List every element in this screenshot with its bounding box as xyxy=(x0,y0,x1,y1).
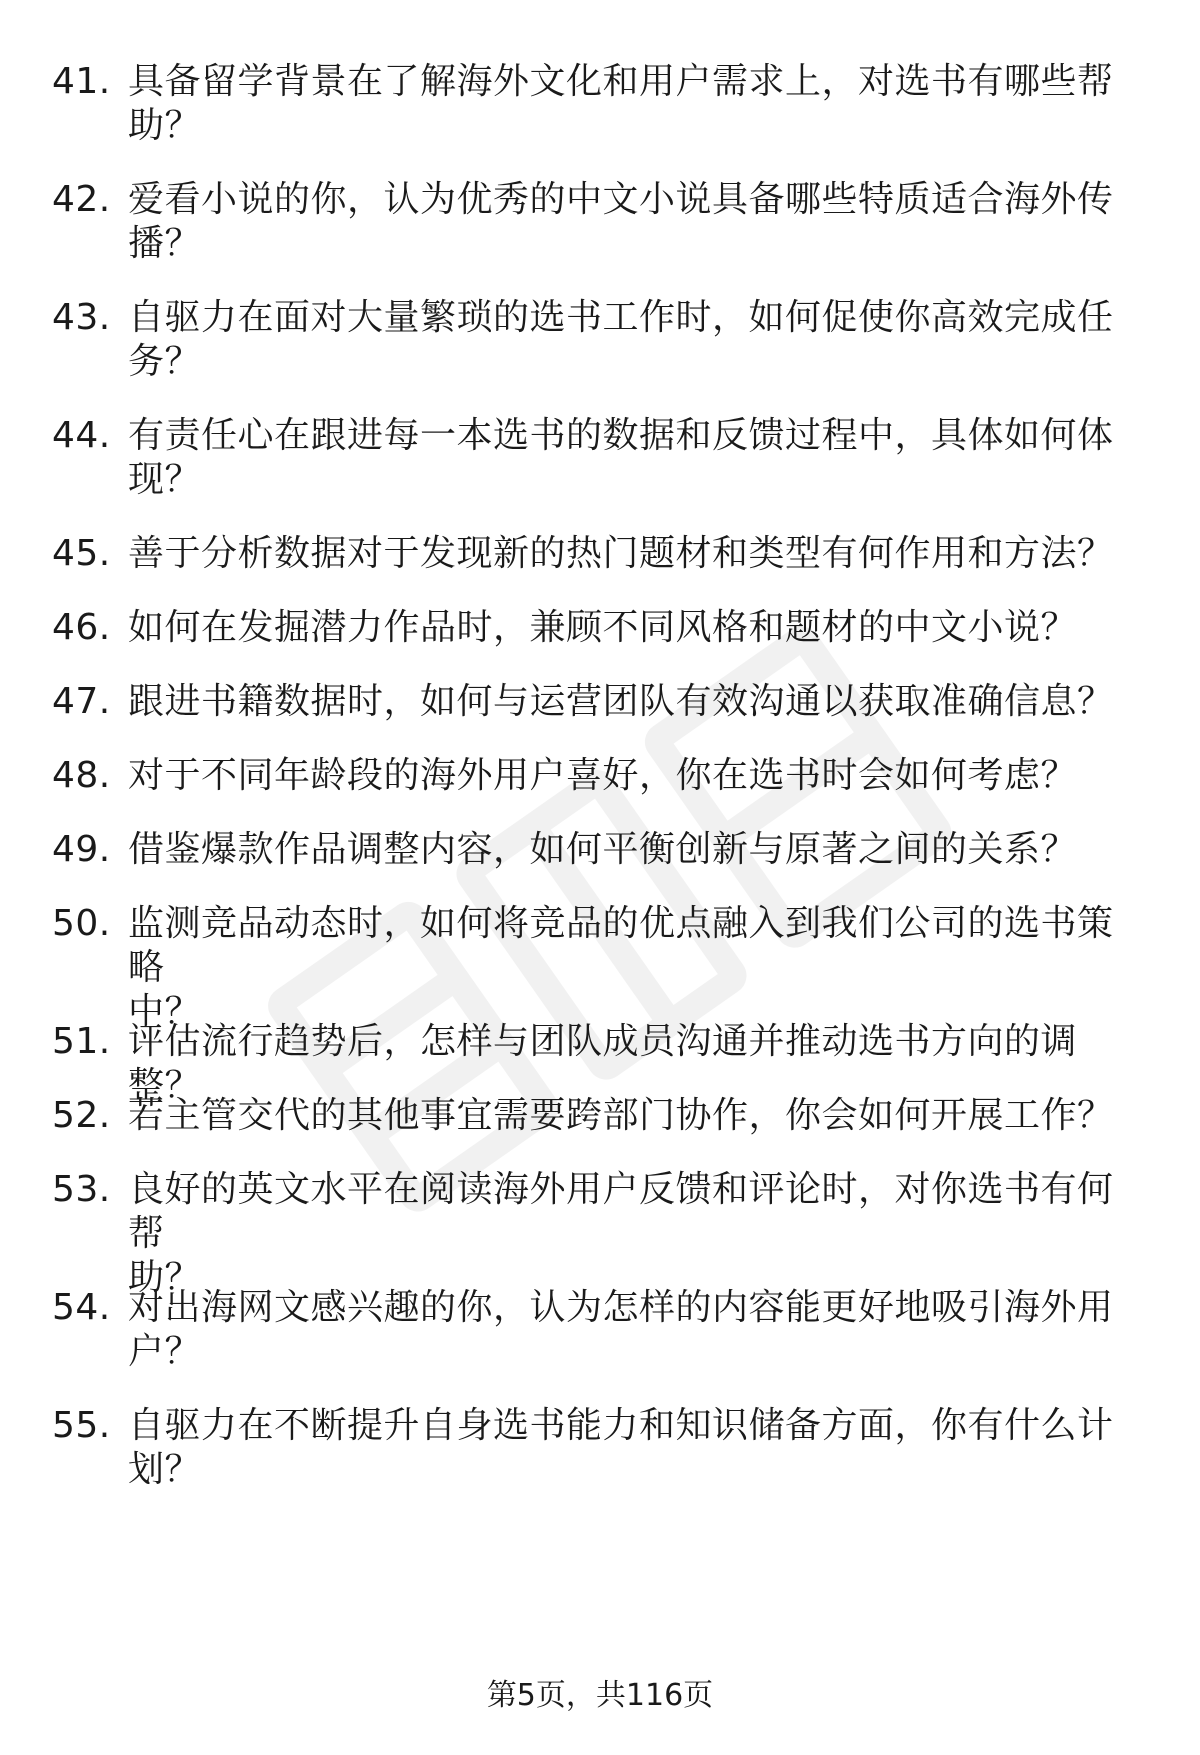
question-number: 41. xyxy=(52,61,111,102)
question-number: 46. xyxy=(52,607,111,648)
question-line: 自驱力在不断提升自身选书能力和知识储备方面，你有什么计 xyxy=(128,1405,1114,1446)
question-line: 爱看小说的你，认为优秀的中文小说具备哪些特质适合海外传 xyxy=(128,179,1114,220)
question-line: 务？ xyxy=(128,341,202,382)
question-line: 跟进书籍数据时，如何与运营团队有效沟通以获取准确信息？ xyxy=(128,681,1114,722)
question-number: 51. xyxy=(52,1021,111,1062)
question-line: 播？ xyxy=(128,223,202,264)
question-number: 54. xyxy=(52,1287,111,1328)
question-number: 52. xyxy=(52,1095,111,1136)
question-number: 48. xyxy=(52,755,111,796)
question-line: 对出海网文感兴趣的你，认为怎样的内容能更好地吸引海外用 xyxy=(128,1287,1114,1328)
question-text xyxy=(128,414,1148,502)
question-text xyxy=(128,754,1148,798)
question-line: 若主管交代的其他事宜需要跨部门协作，你会如何开展工作？ xyxy=(128,1095,1114,1136)
question-number: 42. xyxy=(52,179,111,220)
question-number: 43. xyxy=(52,297,111,338)
question-line: 户？ xyxy=(128,1331,202,1372)
question-text xyxy=(128,1094,1148,1138)
question-line: 对于不同年龄段的海外用户喜好，你在选书时会如何考虑？ xyxy=(128,755,1078,796)
question-line: 如何在发掘潜力作品时，兼顾不同风格和题材的中文小说？ xyxy=(128,607,1078,648)
question-line: 监测竞品动态时，如何将竞品的优点融入到我们公司的选书策略 xyxy=(128,903,1114,988)
question-number: 53. xyxy=(52,1169,111,1210)
question-text xyxy=(128,532,1148,576)
question-line: 借鉴爆款作品调整内容，如何平衡创新与原著之间的关系？ xyxy=(128,829,1078,870)
question-text xyxy=(128,60,1148,148)
question-line: 助？ xyxy=(128,1257,202,1298)
question-text xyxy=(128,1404,1148,1492)
question-line: 现？ xyxy=(128,459,202,500)
question-line: 划？ xyxy=(128,1449,202,1490)
question-number: 50. xyxy=(52,903,111,944)
question-text xyxy=(128,828,1148,872)
question-line: 助？ xyxy=(128,105,202,146)
question-text xyxy=(128,1168,1148,1300)
question-line: 自驱力在面对大量繁琐的选书工作时，如何促使你高效完成任 xyxy=(128,297,1114,338)
page-footer: 第5页，共116页 xyxy=(486,1678,714,1713)
question-number: 55. xyxy=(52,1405,111,1446)
question-text xyxy=(128,296,1148,384)
question-line: 良好的英文水平在阅读海外用户反馈和评论时，对你选书有何帮 xyxy=(128,1169,1114,1254)
question-number: 45. xyxy=(52,533,111,574)
question-text xyxy=(128,606,1148,650)
question-text xyxy=(128,902,1148,1034)
question-number: 47. xyxy=(52,681,111,722)
question-number: 44. xyxy=(52,415,111,456)
question-line: 善于分析数据对于发现新的热门题材和类型有何作用和方法？ xyxy=(128,533,1114,574)
question-line: 具备留学背景在了解海外文化和用户需求上，对选书有哪些帮 xyxy=(128,61,1114,102)
question-text xyxy=(128,178,1148,266)
question-line: 评估流行趋势后，怎样与团队成员沟通并推动选书方向的调整？ xyxy=(128,1021,1078,1106)
question-line: 有责任心在跟进每一本选书的数据和反馈过程中，具体如何体 xyxy=(128,415,1114,456)
question-line: 中？ xyxy=(128,991,202,1032)
question-text xyxy=(128,680,1148,724)
question-number: 49. xyxy=(52,829,111,870)
question-text xyxy=(128,1286,1148,1374)
